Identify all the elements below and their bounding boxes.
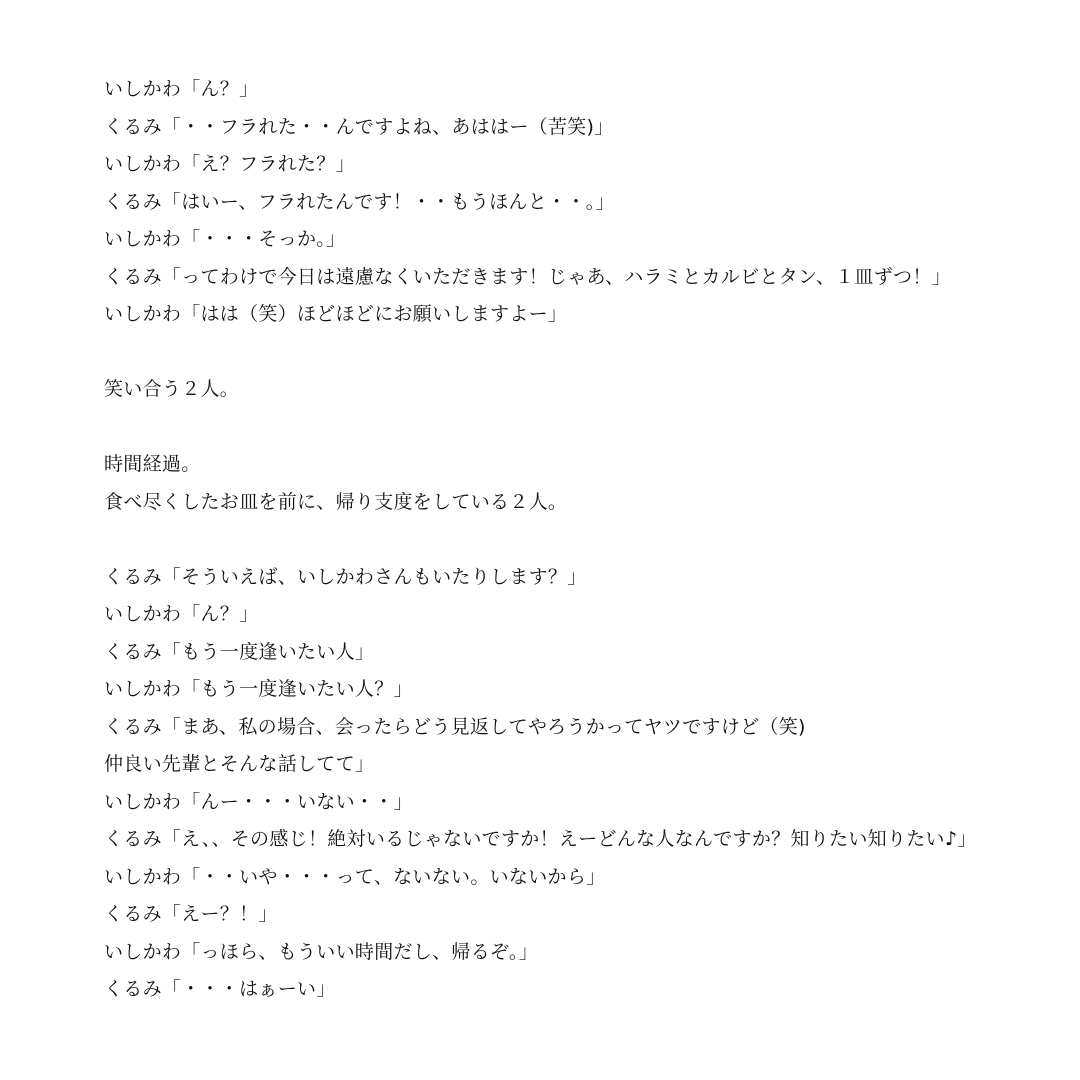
dialogue-line: 仲良い先輩とそんな話してて」 [104, 753, 375, 775]
dialogue-line: いしかわ「んー・・・いない・・」 [104, 790, 413, 813]
dialogue-line: くるみ「はいー、フラれたんです！・・もうほんと・・。」 [104, 190, 615, 213]
dialogue-line: いしかわ「・・いや・・・って、ないない。いないから」 [104, 865, 606, 888]
dialogue-line: くるみ「えー？！」 [104, 903, 278, 925]
blank-line [104, 521, 1054, 559]
stage-direction: 時間経過。 [104, 453, 201, 475]
dialogue-line: くるみ「え、、その感じ！絶対いるじゃないですか！えーどんな人なんですか？知りたい知りたい♪」 [104, 828, 977, 850]
script-text [104, 71, 1054, 1009]
dialogue-line: いしかわ「え？フラれた？」 [104, 153, 355, 175]
dialogue-line: いしかわ「っほら、もういい時間だし、帰るぞ。」 [104, 940, 539, 963]
dialogue-line: いしかわ「もう一度逢いたい人？」 [104, 678, 413, 700]
dialogue-line: くるみ「まあ、私の場合、会ったらどう見返してやろうかってヤツですけど（笑) [104, 715, 806, 738]
stage-direction: 食べ尽くしたお皿を前に、帰り支度をしている２人。 [104, 490, 568, 513]
dialogue-line: くるみ「ってわけで今日は遠慮なくいただきます！じゃあ、ハラミとカルビとタン、１皿ずつ！」 [104, 265, 951, 288]
dialogue-line: いしかわ「ん？」 [104, 78, 259, 100]
dialogue-line: くるみ「そういえば、いしかわさんもいたりします？」 [104, 565, 587, 588]
dialogue-line: くるみ「もう一度逢いたい人」 [104, 640, 375, 663]
dialogue-line: いしかわ「ん？」 [104, 603, 259, 625]
dialogue-line: くるみ「・・・はぁーい」 [104, 978, 336, 1000]
dialogue-line: くるみ「・・フラれた・・んですよね、あははー（苦笑)」 [104, 115, 614, 138]
stage-direction: 笑い合う２人。 [104, 378, 240, 400]
dialogue-line: いしかわ「はは（笑）ほどほどにお願いしますよー」 [104, 303, 568, 325]
dialogue-line: いしかわ「・・・そっか。」 [104, 228, 346, 250]
blank-line [104, 334, 1054, 372]
blank-line [104, 409, 1054, 447]
